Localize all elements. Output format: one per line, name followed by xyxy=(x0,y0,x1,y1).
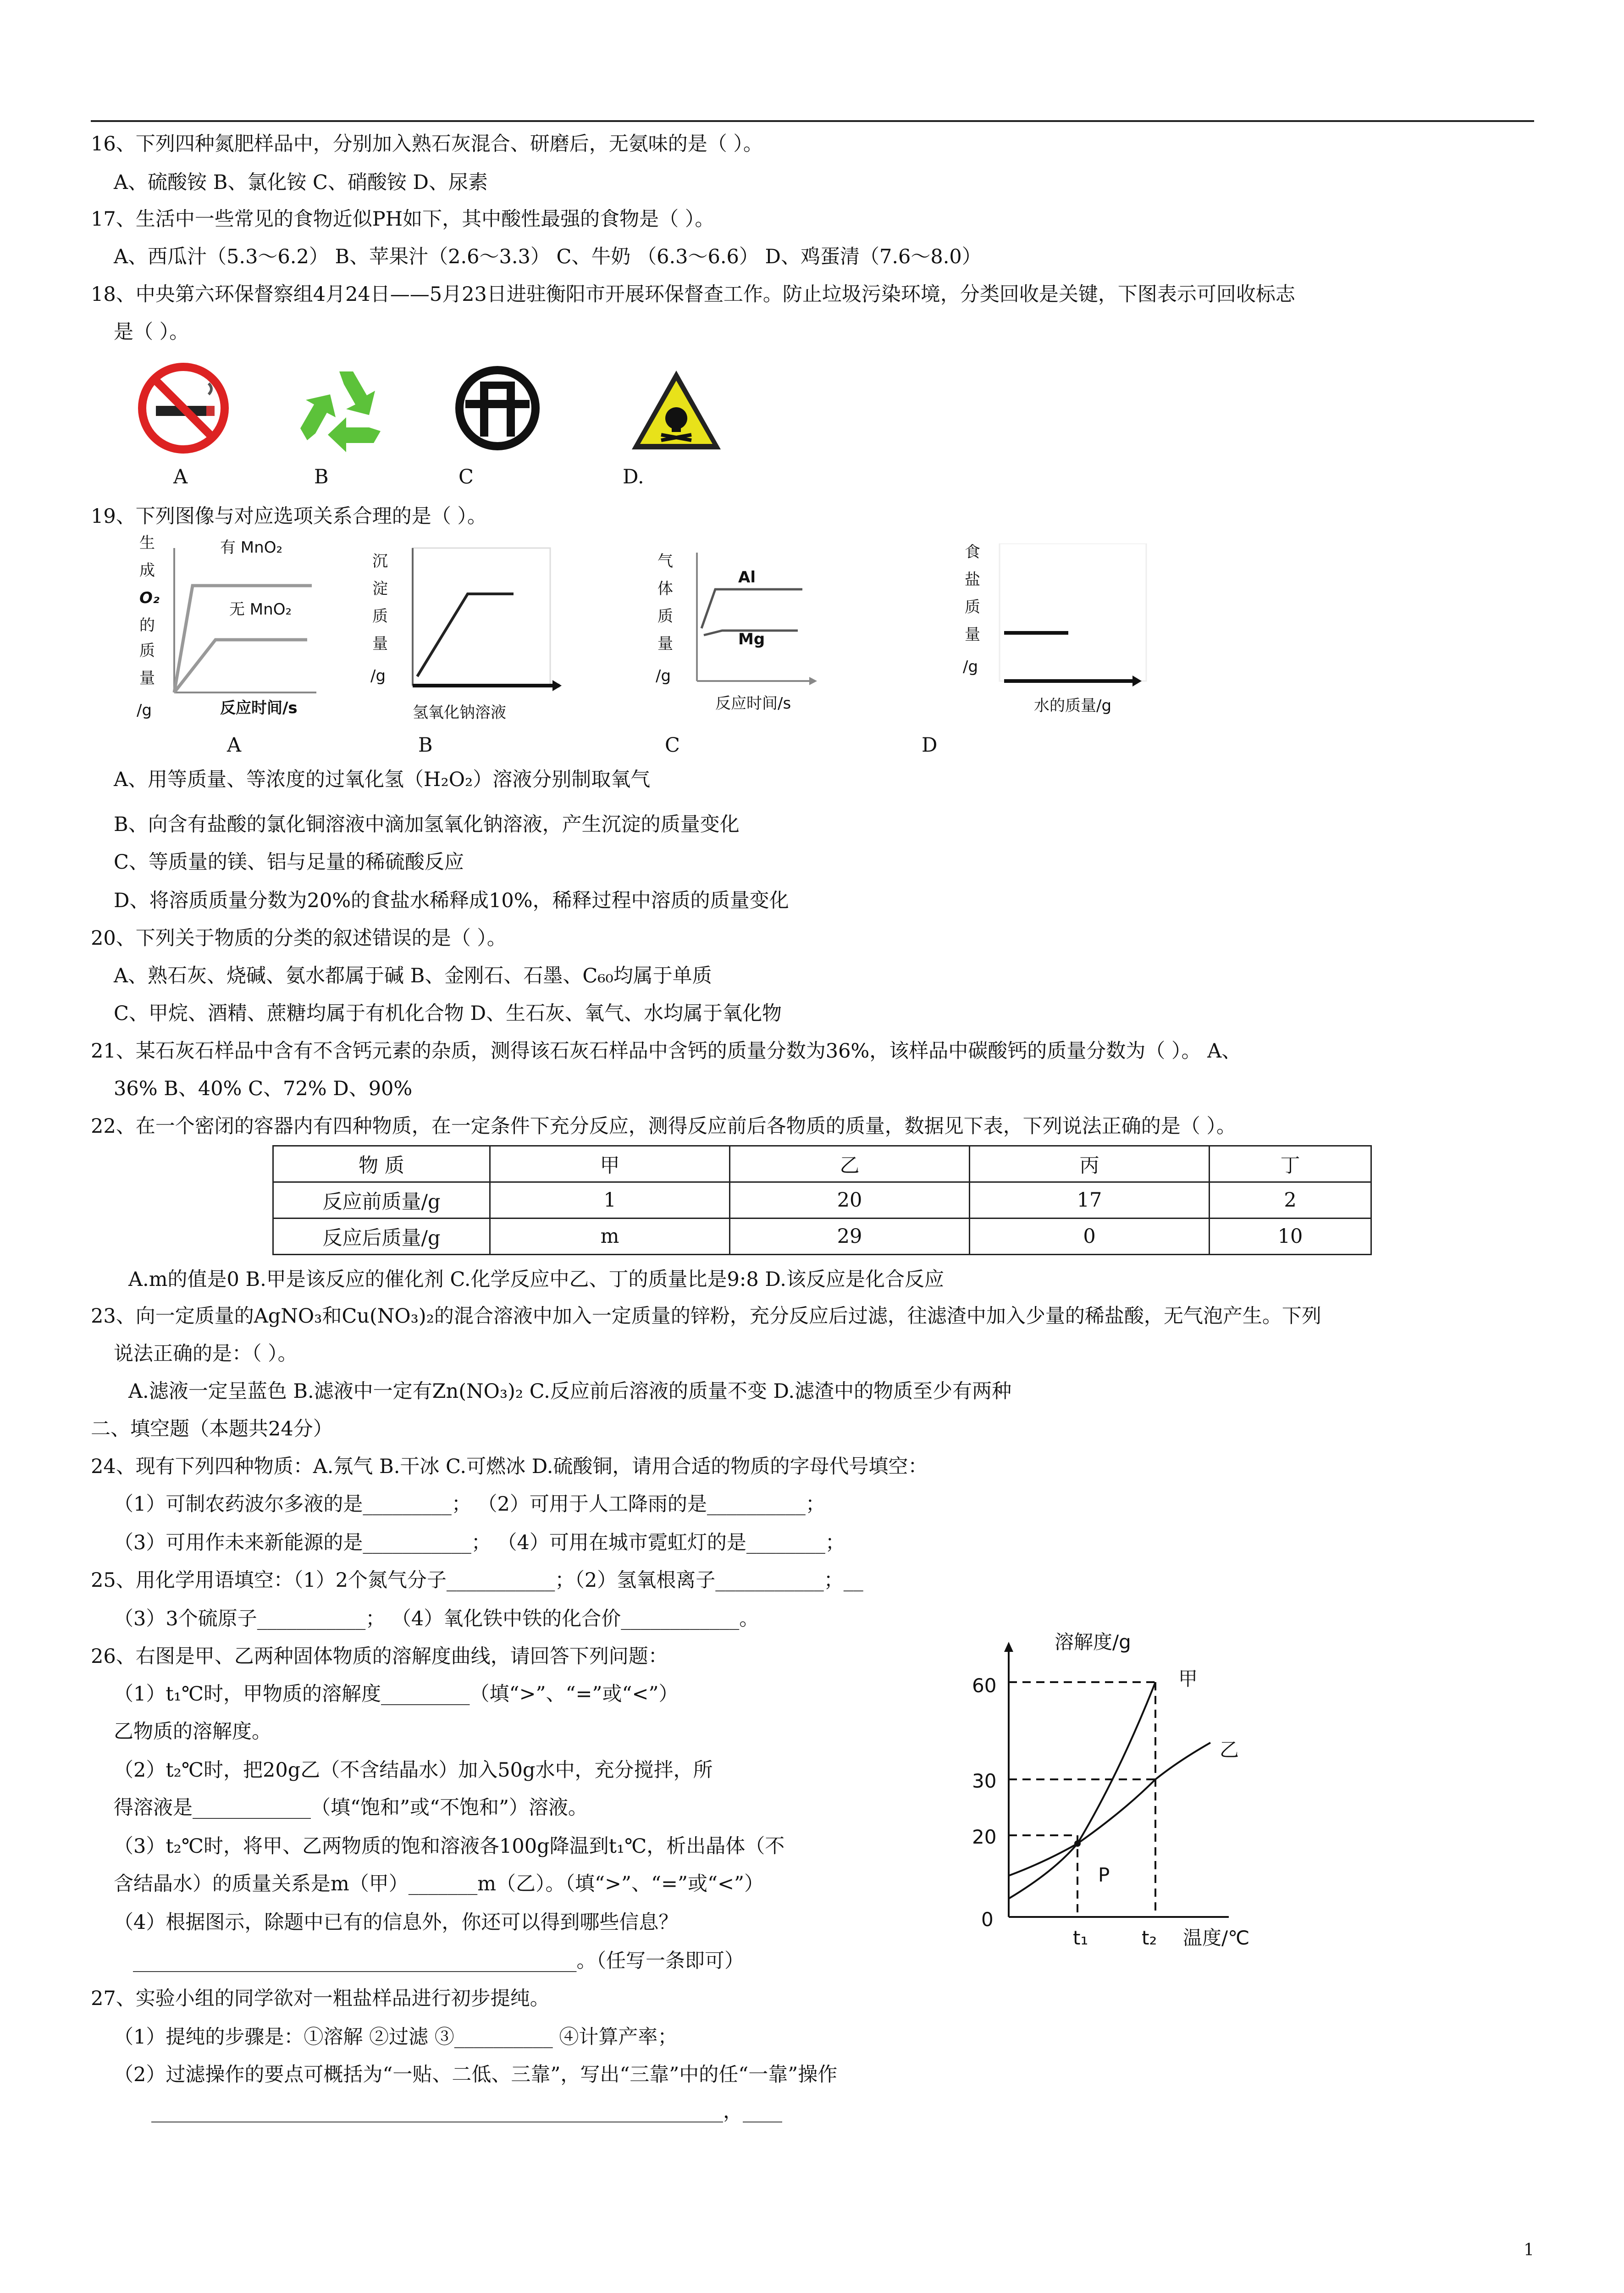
toxic-warning-icon xyxy=(628,367,724,454)
table-cell: 2 xyxy=(1210,1182,1371,1219)
q19-label-a: A xyxy=(227,734,242,757)
q23-options: A.滤液一定呈蓝色 B.滤液中一定有Zn(NO₃)₂ C.反应前后溶液的质量不变 D.滤渣中的物质至少有两种 xyxy=(128,1380,1012,1403)
table-cell: 29 xyxy=(730,1219,970,1255)
graph-c-ylabel-2: 体 xyxy=(657,580,673,598)
q27-line-1: （1）提纯的步骤是：①溶解 ②过滤 ③__________ ④计算产率； xyxy=(114,2026,678,2049)
q26-line-3: （3）t₂℃时，将甲、乙两物质的饱和溶液各100g降温到t₁℃，析出晶体（不 xyxy=(114,1835,785,1858)
table-cell: 20 xyxy=(730,1182,970,1219)
curve-jia-label: 甲 xyxy=(1178,1667,1198,1690)
section-title: 二、填空题（本题共24分） xyxy=(91,1418,333,1440)
graph-a-ylabel-2: 成 xyxy=(139,561,155,580)
page-number: 1 xyxy=(1524,2241,1534,2260)
no-smoking-icon xyxy=(138,362,229,454)
q27-line-3: __________________________________________________________，____ xyxy=(151,2100,782,2123)
table-row xyxy=(273,1219,1371,1255)
ytick-30: 30 xyxy=(972,1770,997,1792)
q19-option-b: B、向含有盐酸的氯化铜溶液中滴加氢氧化钠溶液，产生沉淀的质量变化 xyxy=(114,813,740,836)
q26-solubility-graph xyxy=(963,1623,1284,1972)
metro-logo-icon xyxy=(452,362,543,454)
graph-b-ylabel-2: 淀 xyxy=(372,580,388,598)
q26-line-4: （4）根据图示，除题中已有的信息外，你还可以得到哪些信息？ xyxy=(114,1911,679,1934)
graph-c-mg-label: Mg xyxy=(738,630,765,648)
q25-stem: 25、用化学用语填空：（1）2个氮气分子___________；（2）氢氧根离子___________；__ xyxy=(91,1569,863,1592)
table-cell: 反应后质量/g xyxy=(273,1219,490,1255)
q27-line-2: （2）过滤操作的要点可概括为“一贴、二低、三靠”，写出“三靠”中的任“一靠”操作 xyxy=(114,2063,838,2086)
q22-data-table xyxy=(272,1145,1372,1255)
graph-b-ylabel-4: 量 xyxy=(372,635,388,653)
table-cell: 17 xyxy=(970,1182,1210,1219)
table-cell: 反应前质量/g xyxy=(273,1182,490,1219)
table-cell: m xyxy=(490,1219,730,1255)
q17-stem: 17、生活中一些常见的食物近似PH如下，其中酸性最强的食物是（ ）。 xyxy=(91,208,715,231)
q21-stem: 21、某石灰石样品中含有不含钙元素的杂质，测得该石灰石样品中含钙的质量分数为36%，该样品中碳酸钙的质量分数为（ ）。 A、 xyxy=(91,1040,1242,1063)
graph-a-xlabel: 反应时间/s xyxy=(220,699,298,717)
q19-label-d: D xyxy=(922,734,938,757)
q19-graph-b xyxy=(367,543,564,736)
q26-line-1b: 乙物质的溶解度。 xyxy=(114,1720,271,1743)
table-header-row xyxy=(273,1146,1371,1182)
q20-options-cd: C、甲烷、酒精、蔗糖均属于有机化合物 D、生石灰、氧气、水均属于氧化物 xyxy=(114,1002,782,1025)
graph-b-xlabel: 氢氧化钠溶液 xyxy=(413,703,506,722)
table-cell: 0 xyxy=(970,1219,1210,1255)
q19-graph-c xyxy=(646,543,844,736)
q16-stem: 16、下列四种氮肥样品中，分别加入熟石灰混合、研磨后，无氨味的是（ ）。 xyxy=(91,133,763,155)
point-p-label: P xyxy=(1098,1864,1110,1886)
q19-option-d: D、将溶质质量分数为20%的食盐水稀释成10%，稀释过程中溶质的质量变化 xyxy=(114,889,789,912)
graph-a-with-mno2: 有 MnO₂ xyxy=(220,538,283,557)
q19-label-c: C xyxy=(665,734,680,757)
q19-option-a: A、用等质量、等浓度的过氧化氢（H₂O₂）溶液分别制取氧气 xyxy=(114,768,651,791)
q21-options: 36% B、40% C、72% D、90% xyxy=(114,1077,413,1100)
q18-label-c: C xyxy=(458,465,474,488)
q20-stem: 20、下列关于物质的分类的叙述错误的是（ ）。 xyxy=(91,927,507,950)
q19-option-c: C、等质量的镁、铝与足量的稀硫酸反应 xyxy=(114,851,464,874)
graph-c-ylabel-5: /g xyxy=(656,667,671,685)
ytick-60: 60 xyxy=(972,1674,997,1697)
q26-line-2b: 得溶液是____________（填“饱和”或“不饱和”）溶液。 xyxy=(114,1796,588,1819)
graph-b-ylabel-1: 沉 xyxy=(372,552,388,570)
q27-stem: 27、实验小组的同学欲对一粗盐样品进行初步提纯。 xyxy=(91,1987,550,2010)
q26-line-2: （2）t₂℃时，把20g乙（不含结晶水）加入50g水中，充分搅拌，所 xyxy=(114,1759,713,1782)
graph-a-without-mno2: 无 MnO₂ xyxy=(229,600,292,619)
q24-line-1: （1）可制农药波尔多液的是_________； （2）可用于人工降雨的是__________； xyxy=(114,1493,825,1516)
q26-stem: 26、右图是甲、乙两种固体物质的溶解度曲线，请回答下列问题： xyxy=(91,1645,668,1668)
graph-d-ylabel-5: /g xyxy=(963,658,978,676)
q19-label-b: B xyxy=(418,734,433,757)
graph-a-ylabel-3: O₂ xyxy=(139,589,160,607)
q26-line-4b: _____________________________________________。（任写一条即可） xyxy=(133,1950,744,1972)
graph-d-xlabel: 水的质量/g xyxy=(1034,697,1112,715)
q18-stem: 18、中央第六环保督察组4月24日——5月23日进驻衡阳市开展环保督查工作。防止垃圾污染环境，分类回收是关键，下图表示可回收标志 xyxy=(91,283,1295,306)
table-cell: 10 xyxy=(1210,1219,1371,1255)
graph-c-ylabel-4: 量 xyxy=(657,635,673,653)
q18-stem-cont: 是（ ）。 xyxy=(114,321,189,343)
graph-a-ylabel-6: 量 xyxy=(139,669,155,687)
graph-a-ylabel-7: /g xyxy=(137,701,152,720)
table-cell: 1 xyxy=(490,1182,730,1219)
graph-c-al-label: Al xyxy=(738,568,756,587)
recycle-icon xyxy=(293,367,394,454)
curve-yi-label: 乙 xyxy=(1220,1739,1239,1761)
q19-graph-d xyxy=(954,543,1155,727)
q26-line-1: （1）t₁℃时，甲物质的溶解度_________（填“>”、“=”或“<”） xyxy=(114,1683,679,1706)
graph-c-ylabel-3: 质 xyxy=(657,607,673,626)
xtick-t1: t₁ xyxy=(1073,1927,1088,1949)
ytick-0: 0 xyxy=(981,1908,994,1931)
q18-label-b: B xyxy=(314,465,329,488)
graph-c-xlabel: 反应时间/s xyxy=(715,694,791,713)
q26-line-3b: 含结晶水）的质量关系是m（甲）_______m（乙）。（填“>”、“=”或“<”） xyxy=(114,1872,764,1895)
table-header-cell: 物 质 xyxy=(273,1146,490,1182)
graph-c-ylabel-1: 气 xyxy=(657,552,673,570)
q22-options: A.m的值是0 B.甲是该反应的催化剂 C.化学反应中乙、丁的质量比是9:8 D.该反应是化合反应 xyxy=(128,1268,944,1291)
table-header-cell: 乙 xyxy=(730,1146,970,1182)
table-header-cell: 甲 xyxy=(490,1146,730,1182)
q24-stem: 24、现有下列四种物质：A.氖气 B.干冰 C.可燃冰 D.硫酸铜，请用合适的物质的字母代号填空： xyxy=(91,1455,928,1478)
graph-d-ylabel-2: 盐 xyxy=(965,570,980,589)
ytick-20: 20 xyxy=(972,1826,997,1848)
q19-stem: 19、下列图像与对应选项关系合理的是（ ）。 xyxy=(91,505,487,528)
q25-line-2: （3）3个硫原子___________； （4）氧化铁中铁的化合价____________。 xyxy=(114,1607,759,1630)
q18-label-d: D. xyxy=(623,465,644,488)
table-row xyxy=(273,1182,1371,1219)
q17-options: A、西瓜汁（5.3～6.2） B、苹果汁（2.6～3.3） C、牛奶 （6.3～6.6） D、鸡蛋清（7.6～8.0） xyxy=(114,245,982,268)
q18-label-a: A xyxy=(173,465,188,488)
q23-stem: 23、向一定质量的AgNO₃和Cu(NO₃)₂的混合溶液中加入一定质量的锌粉，充分反应后过滤，往滤渣中加入少量的稀盐酸，无气泡产生。下列 xyxy=(91,1305,1321,1328)
graph-d-ylabel-4: 量 xyxy=(965,626,980,644)
q24-line-2: （3）可用作未来新能源的是___________； （4）可用在城市霓虹灯的是________； xyxy=(114,1531,845,1554)
q22-stem: 22、在一个密闭的容器内有四种物质，在一定条件下充分反应，测得反应前后各物质的质量，数据见下表，下列说法正确的是（ ）。 xyxy=(91,1115,1236,1138)
temperature-xlabel: 温度/℃ xyxy=(1183,1927,1250,1949)
table-header-cell: 丙 xyxy=(970,1146,1210,1182)
graph-b-ylabel-3: 质 xyxy=(372,607,388,626)
q23-stem-cont: 说法正确的是：（ ）。 xyxy=(114,1342,298,1365)
q16-options: A、硫酸铵 B、氯化铵 C、硝酸铵 D、尿素 xyxy=(114,171,488,194)
q20-options-ab: A、熟石灰、烧碱、氨水都属于碱 B、金刚石、石墨、C₆₀均属于单质 xyxy=(114,964,712,987)
graph-d-ylabel-1: 食 xyxy=(965,543,980,561)
header-rule xyxy=(91,120,1534,122)
solubility-ylabel: 溶解度/g xyxy=(1055,1631,1131,1653)
xtick-t2: t₂ xyxy=(1142,1927,1157,1949)
graph-a-ylabel-5: 质 xyxy=(139,642,155,660)
q19-graph-a xyxy=(124,534,339,731)
table-header-cell: 丁 xyxy=(1210,1146,1371,1182)
graph-b-ylabel-5: /g xyxy=(370,667,386,685)
graph-a-ylabel-4: 的 xyxy=(139,616,155,635)
graph-d-ylabel-3: 质 xyxy=(965,598,980,616)
graph-a-ylabel-1: 生 xyxy=(139,534,155,552)
